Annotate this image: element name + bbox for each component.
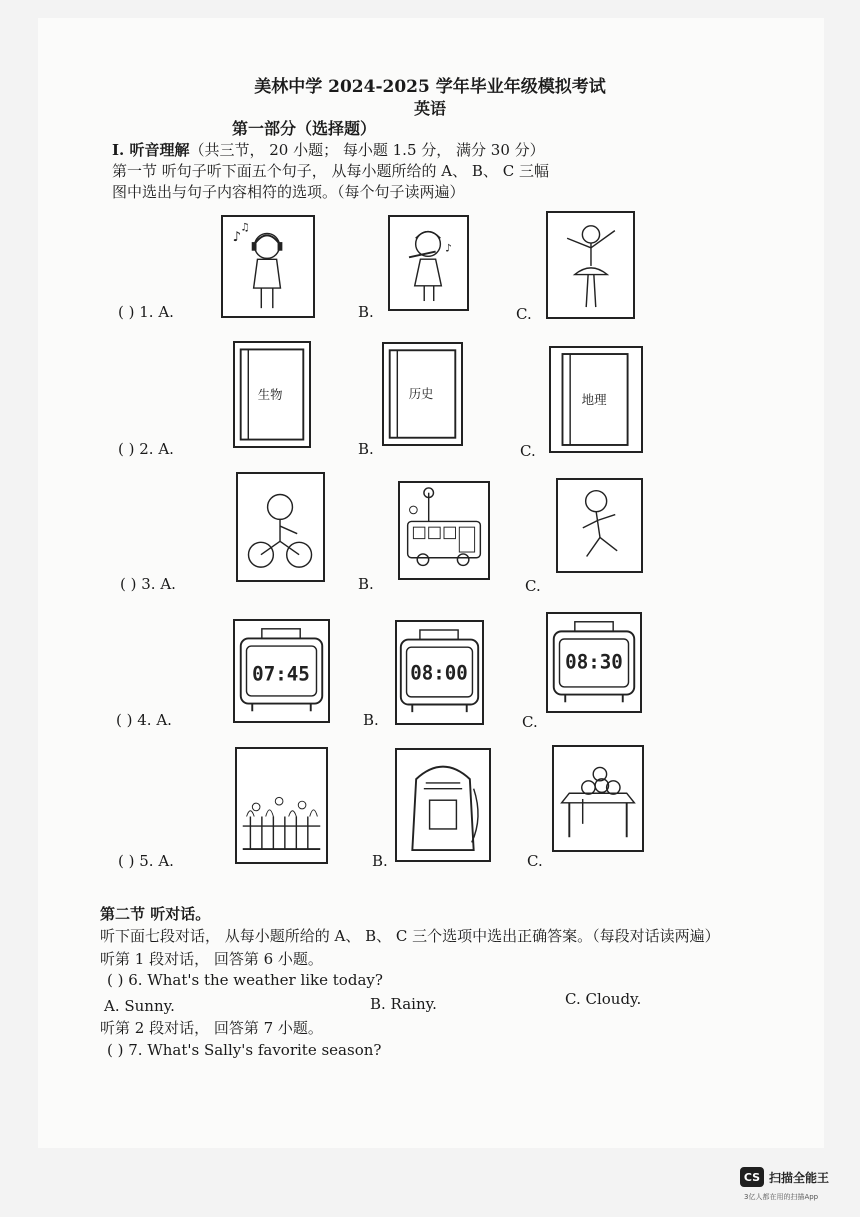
q3-label-c: C.	[525, 577, 541, 595]
svg-text:♫: ♫	[240, 221, 250, 234]
q1-option-b-playing-flute-image	[388, 215, 469, 311]
q2-option-a-book-image	[233, 341, 311, 448]
exam-title: 美林中学 2024-2025 学年毕业年级模拟考试	[254, 77, 606, 97]
scanner-watermark	[740, 1167, 829, 1187]
q1-option-c-dancing-ballet-image	[546, 211, 635, 319]
q2-option-b-book-image	[382, 342, 463, 446]
q5-option-b-backpack-image	[395, 748, 491, 862]
q3-option-b-bus-image	[398, 481, 490, 580]
q5-option-a-garden-fence-image	[235, 747, 328, 864]
q6-option-a: A. Sunny.	[104, 997, 175, 1015]
q1-label-b: B.	[358, 303, 374, 321]
part-title: 第一部分（选择题）	[232, 119, 377, 138]
q3-option-a-riding-bike-image	[236, 472, 325, 582]
section1-instruction-1: 第一节 听句子听下面五个句子， 从每小题所给的 A、 B、 C 三幅	[112, 162, 549, 180]
q5-number: ( ) 5. A.	[118, 852, 174, 870]
q4-label-c: C.	[522, 713, 538, 731]
q3-option-c-walking-image	[556, 478, 643, 573]
q6-option-b: B. Rainy.	[370, 995, 437, 1013]
q5-option-c-apples-on-table-image	[552, 745, 644, 852]
section2-heading: 第二节 听对话。	[100, 905, 211, 923]
svg-text:♪: ♪	[445, 242, 452, 255]
q4-option-a-clock-image	[233, 619, 330, 723]
q7-question: ( ) 7. What's Sally's favorite season?	[107, 1041, 382, 1059]
q4-option-a-time: 07:45	[252, 662, 310, 686]
q4-number: ( ) 4. A.	[116, 711, 172, 729]
q2-label-b: B.	[358, 440, 374, 458]
q5-label-b: B.	[372, 852, 388, 870]
section2-instruction: 听下面七段对话， 从每小题所给的 A、 B、 C 三个选项中选出正确答案。（每段对话读两遍）	[100, 927, 720, 945]
subject-title: 英语	[413, 99, 446, 118]
section1-instruction-2: 图中选出与句子内容相符的选项。（每个句子读两遍）	[112, 183, 465, 201]
q6-question: ( ) 6. What's the weather like today?	[107, 971, 383, 989]
section1-heading-line	[112, 139, 545, 160]
q5-label-c: C.	[527, 852, 543, 870]
q2-option-b-book-label: 历史	[408, 386, 434, 401]
section1-heading-detail: （共三节， 20 小题； 每小题 1.5 分， 满分 30 分）	[189, 141, 545, 159]
q4-option-b-clock-image	[395, 620, 484, 725]
q3-label-b: B.	[358, 575, 374, 593]
q6-option-c: C. Cloudy.	[565, 990, 642, 1008]
q2-option-c-book-image	[549, 346, 643, 453]
q4-option-c-time: 08:30	[565, 650, 623, 674]
q2-option-c-book-label: 地理	[581, 391, 607, 407]
dialogue-1-instruction: 听第 1 段对话， 回答第 6 小题。	[100, 950, 323, 968]
dialogue-2-instruction: 听第 2 段对话， 回答第 7 小题。	[100, 1019, 323, 1037]
svg-text:♪: ♪	[232, 230, 242, 246]
q2-option-a-book-label: 生物	[257, 387, 283, 402]
q4-option-c-clock-image	[546, 612, 642, 713]
q1-label-c: C.	[516, 305, 532, 323]
q2-number: ( ) 2. A.	[118, 440, 174, 458]
q1-option-a-listening-music-image	[221, 215, 315, 318]
q3-number: ( ) 3. A.	[120, 575, 176, 593]
scanner-app-name: 扫描全能王	[769, 1170, 830, 1185]
scanner-tagline: 3亿人都在用的扫描App	[744, 1193, 819, 1201]
section1-heading: I. 听音理解	[112, 141, 190, 159]
scanner-logo-icon: CS	[740, 1167, 764, 1187]
q4-option-b-time: 08:00	[410, 661, 468, 685]
q2-label-c: C.	[520, 442, 536, 460]
q4-label-b: B.	[363, 711, 379, 729]
q1-number: ( ) 1. A.	[118, 303, 174, 321]
